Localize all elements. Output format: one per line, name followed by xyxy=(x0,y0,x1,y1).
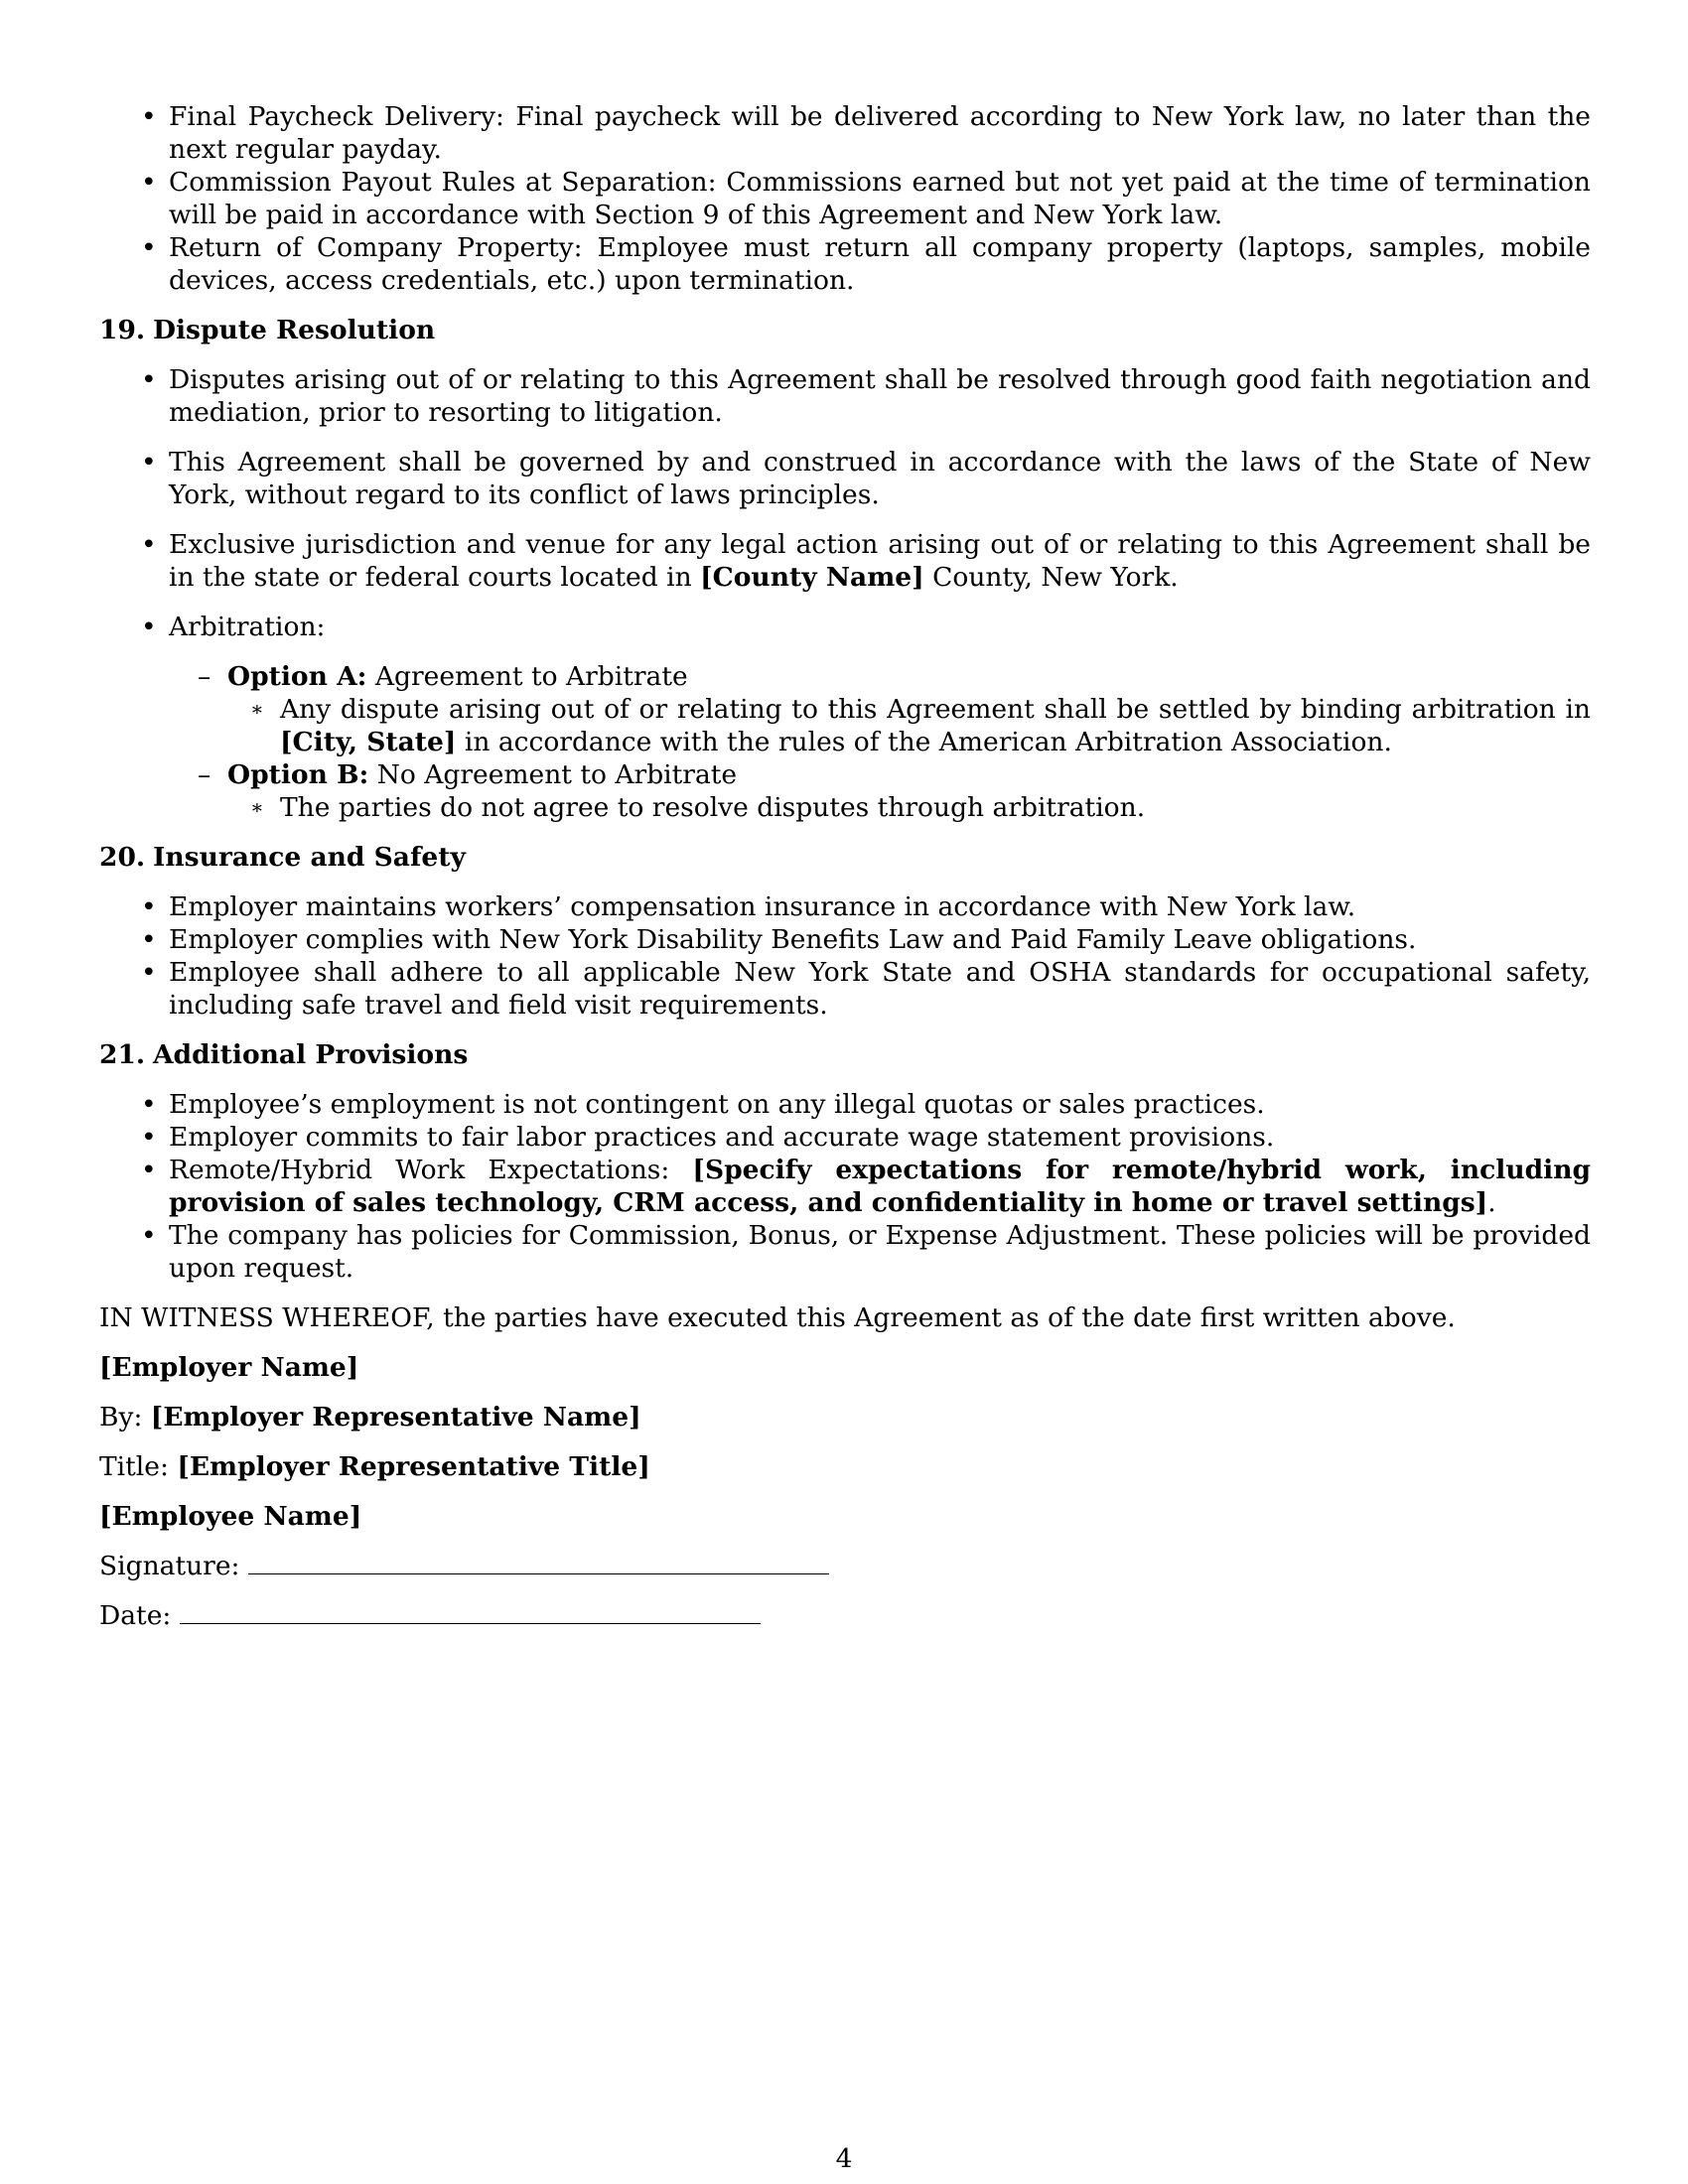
list-item: • Employer maintains workers’ compensation insurance in accordance with New York law. xyxy=(99,890,1591,923)
document-page xyxy=(99,100,1591,1632)
employee-name-line: [Employee Name] xyxy=(99,1501,362,1532)
list-item: • Employer commits to fair labor practices and accurate wage statement provisions. xyxy=(99,1121,1591,1154)
option-label: Option A: xyxy=(227,661,367,692)
signature-blank[interactable] xyxy=(248,1552,829,1574)
page-number: 4 xyxy=(835,2143,853,2174)
employer-rep-line: By: [Employer Representative Name] xyxy=(99,1402,641,1433)
placeholder-field: [City, State] xyxy=(280,727,457,757)
option-text: No Agreement to Arbitrate xyxy=(368,759,738,790)
insurance-safety-list xyxy=(99,890,1591,1022)
employer-rep-name: Employer Representative Name xyxy=(163,1402,630,1433)
dispute-resolution-list xyxy=(99,363,1591,643)
option-a xyxy=(99,660,1591,693)
date-blank[interactable] xyxy=(180,1601,761,1624)
list-item: • Commission Payout Rules at Separation: Commissions earned but not yet paid at the time of termination will be paid in accordance with Section 9 of this Agreement and New York law. xyxy=(99,166,1591,231)
witness-clause: IN WITNESS WHEREOF, the parties have executed this Agreement as of the date first written above. xyxy=(99,1302,1456,1333)
list-item: • Arbitration: xyxy=(99,611,1591,643)
item-text: Exclusive jurisdiction and venue for any legal action arising out of or relating to this Agreement shall be in the state or federal courts located in xyxy=(169,529,1591,593)
option-b xyxy=(99,758,1591,791)
list-item xyxy=(99,528,1591,594)
signature-label: Signature: xyxy=(99,1551,248,1581)
option-label: Option B: xyxy=(227,759,369,790)
additional-provisions-list xyxy=(99,1088,1591,1285)
section-number: 20. xyxy=(99,842,146,873)
section-heading-20 xyxy=(99,841,1591,874)
title-label: Title: xyxy=(99,1451,178,1482)
signature-line xyxy=(99,1550,1591,1582)
employer-name-line: [Employer Name] xyxy=(99,1352,359,1383)
placeholder-text: County Name xyxy=(712,562,913,593)
list-item: • Final Paycheck Delivery: Final paycheck will be delivered according to New York law, no later than the next regular payday. xyxy=(99,100,1591,166)
item-text: in accordance with the rules of the American Arbitration Association. xyxy=(456,727,1392,757)
list-item: • Disputes arising out of or relating to this Agreement shall be resolved through good faith negotiation and mediation, prior to resorting to litigation. xyxy=(99,363,1591,429)
section-title: Additional Provisions xyxy=(153,1039,469,1070)
list-item: • The company has policies for Commission, Bonus, or Expense Adjustment. These policies will be provided upon request. xyxy=(99,1219,1591,1285)
item-text: County, New York. xyxy=(923,562,1179,593)
list-item xyxy=(99,1154,1591,1219)
termination-bullets xyxy=(99,100,1591,297)
item-text: Remote/Hybrid Work Expectations: xyxy=(169,1155,693,1185)
section-number: 21. xyxy=(99,1039,146,1070)
placeholder-field: [Specify expectations for remote/hybrid work, including provision of sales technology, CRM access, and confidentiality in home or travel settings] xyxy=(169,1155,1592,1218)
option-a-detail xyxy=(99,693,1591,758)
list-item: • Employee shall adhere to all applicable New York State and OSHA standards for occupational safety, including safe travel and field visit requirements. xyxy=(99,956,1591,1022)
date-label: Date: xyxy=(99,1600,180,1631)
placeholder-text: Specify expectations for remote/hybrid work, including provision of sales technology, CRM access, and confidentiality in home or travel settings xyxy=(169,1155,1592,1218)
placeholder-text: City, State xyxy=(292,727,444,757)
list-item: • Return of Company Property: Employee must return all company property (laptops, samples, mobile devices, access credentials, etc.) upon termination. xyxy=(99,231,1591,297)
arbitration-options xyxy=(99,660,1591,824)
section-title: Dispute Resolution xyxy=(153,315,436,345)
option-b-detail: ∗ The parties do not agree to resolve disputes through arbitration. xyxy=(99,791,1591,824)
section-heading-21 xyxy=(99,1038,1591,1071)
date-line xyxy=(99,1599,1591,1632)
list-item: • This Agreement shall be governed by and construed in accordance with the laws of the State of New York, without regard to its conflict of laws principles. xyxy=(99,446,1591,511)
employer-rep-title: Employer Representative Title xyxy=(189,1451,638,1482)
option-text: Agreement to Arbitrate xyxy=(366,661,688,692)
employer-name: Employer Name xyxy=(111,1352,347,1383)
item-text: Any dispute arising out of or relating to this Agreement shall be settled by binding arbitration in xyxy=(280,694,1591,725)
section-number: 19. xyxy=(99,315,146,345)
employer-title-line: Title: [Employer Representative Title] xyxy=(99,1451,650,1482)
list-item: • Employee’s employment is not contingent on any illegal quotas or sales practices. xyxy=(99,1088,1591,1121)
section-title: Insurance and Safety xyxy=(153,842,466,873)
employee-name: Employee Name xyxy=(111,1501,350,1532)
item-text: . xyxy=(1487,1187,1496,1218)
list-item: • Employer complies with New York Disability Benefits Law and Paid Family Leave obligations. xyxy=(99,923,1591,956)
by-label: By: xyxy=(99,1402,151,1433)
placeholder-field: [County Name] xyxy=(700,562,924,593)
section-heading-19 xyxy=(99,314,1591,346)
